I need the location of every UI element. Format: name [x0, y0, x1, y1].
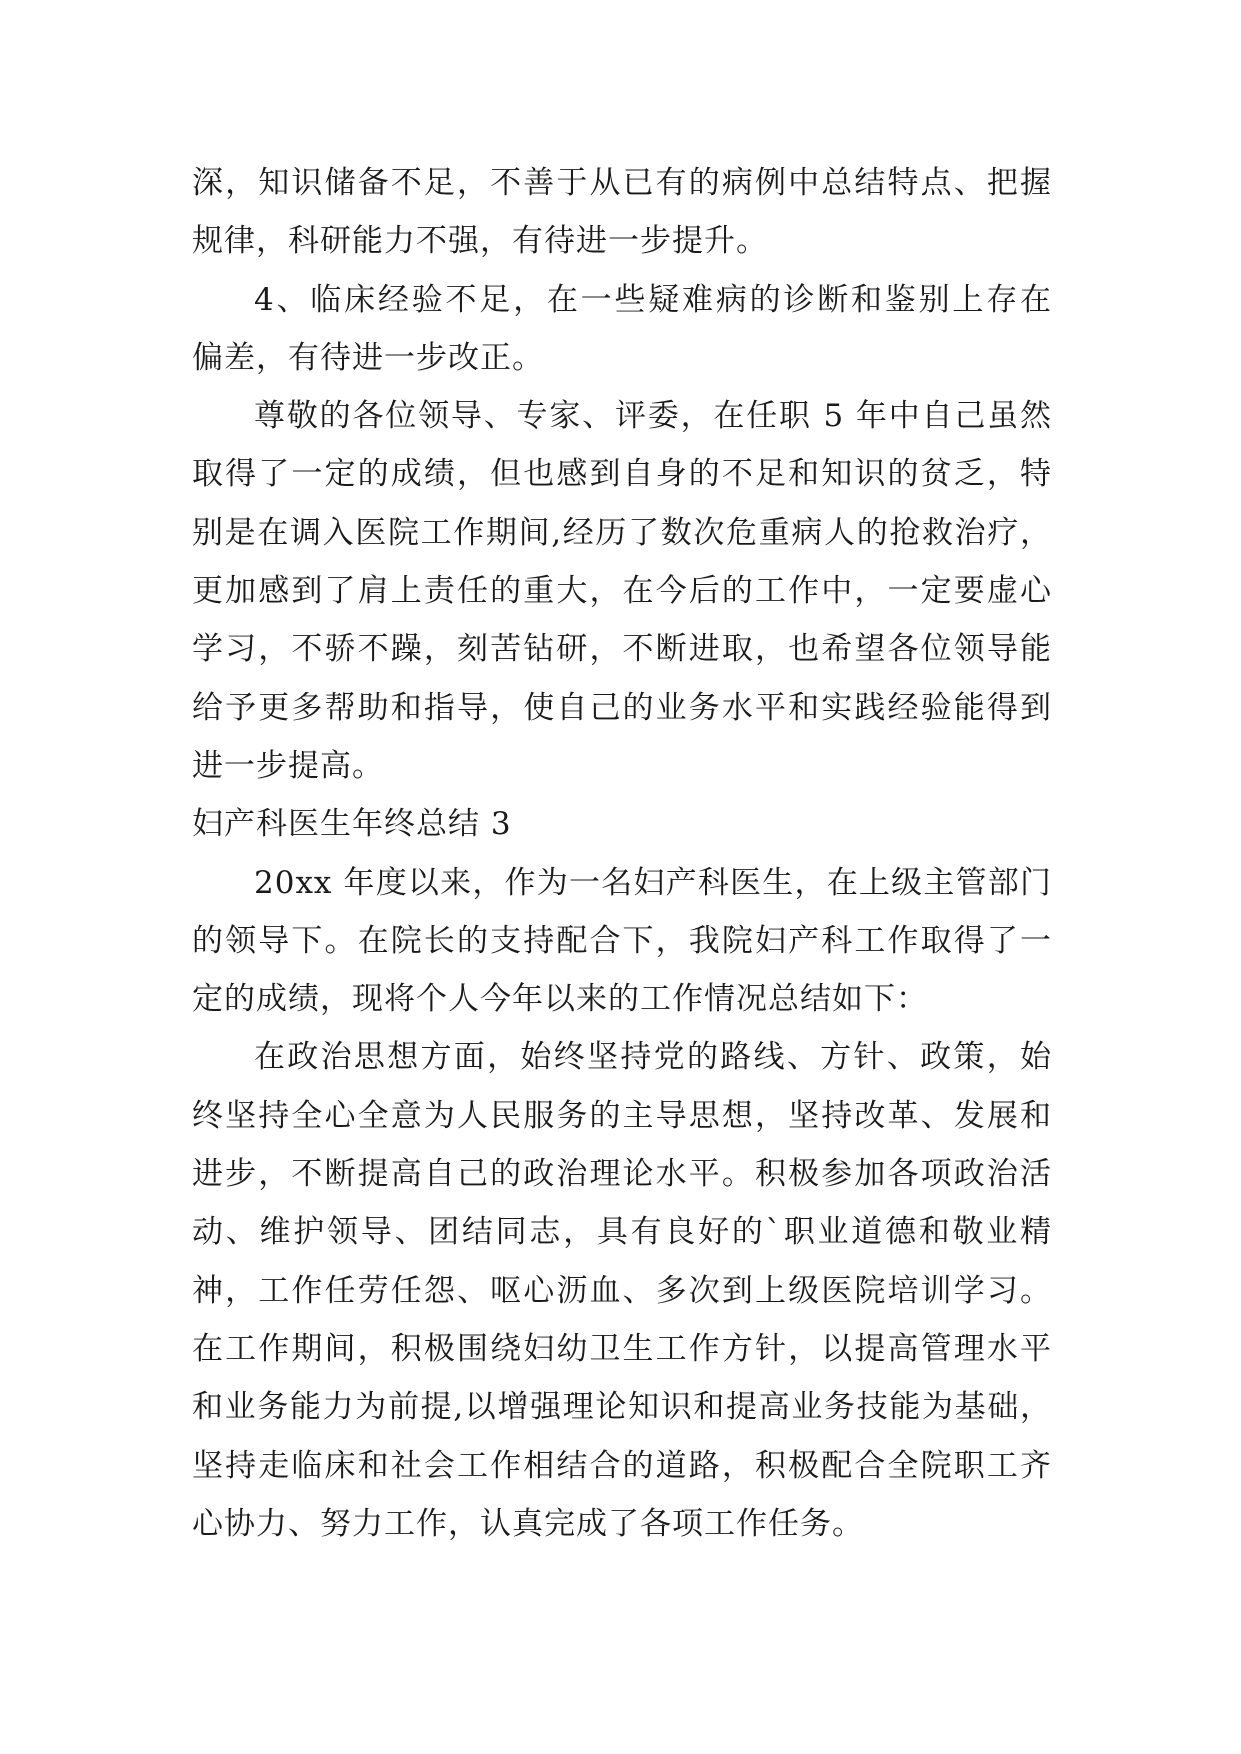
- paragraph: [192, 1028, 1052, 1553]
- text-line: 取得了一定的成绩，但也感到自身的不足和知识的贫乏，特: [192, 456, 1052, 493]
- paragraph: [192, 387, 1052, 795]
- text-line: 4、临床经验不足，在一些疑难病的诊断和鉴别上存在: [254, 281, 1052, 318]
- text-line: 20xx 年度以来，作为一名妇产科医生，在上级主管部门: [254, 864, 1052, 901]
- text-line: 深，知识储备不足，不善于从已有的病例中总结特点、把握: [192, 165, 1052, 201]
- text-line: 进一步提高。: [192, 747, 384, 784]
- text-line: 终坚持全心全意为人民服务的主导思想，坚持改革、发展和: [192, 1097, 1052, 1134]
- text-line: 坚持走临床和社会工作相结合的道路，积极配合全院职工齐: [192, 1447, 1052, 1484]
- text-line: 动、维护领导、团结同志，具有良好的`职业道德和敬业精: [192, 1214, 1052, 1251]
- text-line: 别是在调入医院工作期间,经历了数次危重病人的抢救治疗，: [192, 514, 1052, 551]
- text-line: 在工作期间，积极围绕妇幼卫生工作方针，以提高管理水平: [192, 1330, 1052, 1367]
- text-line: 尊敬的各位领导、专家、评委，在任职 5 年中自己虽然: [254, 398, 1052, 435]
- text-line: 进步，不断提高自己的政治理论水平。积极参加各项政治活: [192, 1156, 1052, 1193]
- text-line: 在政治思想方面，始终坚持党的路线、方针、政策，始: [254, 1039, 1052, 1076]
- paragraph: [192, 271, 1052, 388]
- section-heading: 妇产科医生年终总结 3: [192, 806, 512, 843]
- text-line: 神，工作任劳任怨、呕心沥血、多次到上级医院培训学习。: [192, 1272, 1052, 1309]
- paragraph: [192, 854, 1052, 1029]
- text-line: 和业务能力为前提,以增强理论知识和提高业务技能为基础，: [192, 1389, 1052, 1426]
- paragraph: [192, 154, 1052, 271]
- text-line: 更加感到了肩上责任的重大，在今后的工作中，一定要虚心: [192, 573, 1052, 610]
- text-line: 给予更多帮助和指导，使自己的业务水平和实践经验能得到: [192, 689, 1052, 726]
- text-line: 偏差，有待进一步改正。: [192, 339, 544, 376]
- text-line: 学习，不骄不躁，刻苦钻研，不断进取，也希望各位领导能: [192, 631, 1052, 668]
- text-line: 的领导下。在院长的支持配合下，我院妇产科工作取得了一: [192, 922, 1052, 959]
- text-line: 心协力、努力工作，认真完成了各项工作任务。: [192, 1505, 864, 1542]
- document-body: [192, 154, 1052, 1553]
- text-line: 定的成绩，现将个人今年以来的工作情况总结如下：: [192, 981, 928, 1018]
- text-line: 规律，科研能力不强，有待进一步提升。: [192, 223, 768, 260]
